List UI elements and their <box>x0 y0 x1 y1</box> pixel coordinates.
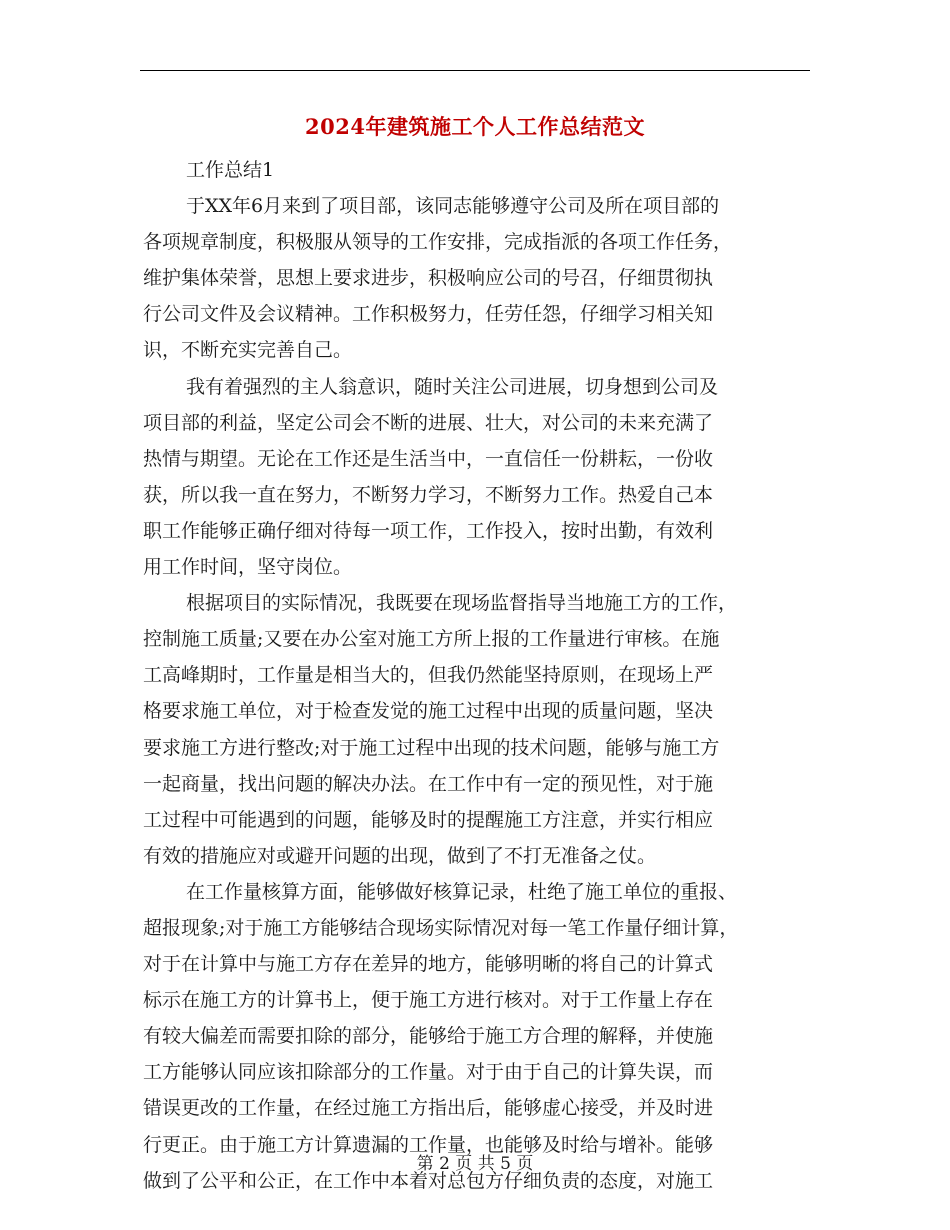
text-line: 对于在计算中与施工方存在差异的地方，能够明晰的将自己的计算式 <box>143 953 714 976</box>
text-line: 工方能够认同应该扣除部分的工作量。对于由于自己的计算失误，而 <box>143 1061 714 1084</box>
text-line: 一起商量，找出问题的解决办法。在工作中有一定的预见性，对于施 <box>143 772 714 795</box>
text-line: 做到了公平和公正，在工作中本着对总包方仔细负责的态度，对施工 <box>143 1169 714 1192</box>
paragraph-first-line: 根据项目的实际情况，我既要在现场监督指导当地施工方的工作， <box>186 592 738 615</box>
paragraph-first-line: 在工作量核算方面，能够做好核算记录，杜绝了施工单位的重报、 <box>186 880 738 903</box>
paragraph-first-line: 我有着强烈的主人翁意识，随时关注公司进展，切身想到公司及 <box>186 375 719 398</box>
text-line: 行公司文件及会议精神。工作积极努力，任劳任怨，仔细学习相关知 <box>143 303 714 326</box>
document-title: 2024年建筑施工个人工作总结范文 <box>305 114 645 139</box>
text-line: 工高峰期时，工作量是相当大的，但我仍然能坚持原则，在现场上严 <box>143 664 714 687</box>
header-rule <box>140 70 810 71</box>
text-line: 有效的措施应对或避开问题的出现，做到了不打无准备之仗。 <box>143 844 657 867</box>
document-body <box>143 152 813 1199</box>
text-line: 要求施工方进行整改;对于施工过程中出现的技术问题，能够与施工方 <box>143 736 720 759</box>
page-footer: 第 2 页 共 5 页 <box>416 1154 534 1174</box>
text-line: 有较大偏差而需要扣除的部分，能够给于施工方合理的解释，并使施 <box>143 1025 714 1048</box>
text-line: 控制施工质量;又要在办公室对施工方所上报的工作量进行审核。在施 <box>143 628 720 651</box>
text-line: 各项规章制度，积极服从领导的工作安排，完成指派的各项工作任务， <box>143 231 733 254</box>
text-line: 超报现象;对于施工方能够结合现场实际情况对每一笔工作量仔细计算， <box>143 916 739 939</box>
text-line: 获，所以我一直在努力，不断努力学习，不断努力工作。热爱自己本 <box>143 483 714 506</box>
text-line: 错误更改的工作量，在经过施工方指出后，能够虚心接受，并及时进 <box>143 1097 714 1120</box>
text-line: 识，不断充实完善自己。 <box>143 339 353 362</box>
text-line: 维护集体荣誉，思想上要求进步，积极响应公司的号召，仔细贯彻执 <box>143 267 714 290</box>
paragraph-first-line: 工作总结1 <box>186 159 275 181</box>
text-line: 项目部的利益，坚定公司会不断的进展、壮大，对公司的未来充满了 <box>143 411 714 434</box>
text-line: 格要求施工单位，对于检查发觉的施工过程中出现的质量问题，坚决 <box>143 700 714 723</box>
text-line: 标示在施工方的计算书上，便于施工方进行核对。对于工作量上存在 <box>143 989 714 1012</box>
text-line: 热情与期望。无论在工作还是生活当中，一直信任一份耕耘，一份收 <box>143 447 714 470</box>
text-line: 用工作时间，坚守岗位。 <box>143 556 353 579</box>
text-line: 行更正。由于施工方计算遗漏的工作量，也能够及时给与增补。能够 <box>143 1133 714 1156</box>
text-line: 职工作能够正确仔细对待每一项工作，工作投入，按时出勤，有效利 <box>143 519 714 542</box>
text-line: 工过程中可能遇到的问题，能够及时的提醒施工方注意，并实行相应 <box>143 808 714 831</box>
paragraph-first-line: 于XX年6月来到了项目部，该同志能够遵守公司及所在项目部的 <box>186 195 720 218</box>
